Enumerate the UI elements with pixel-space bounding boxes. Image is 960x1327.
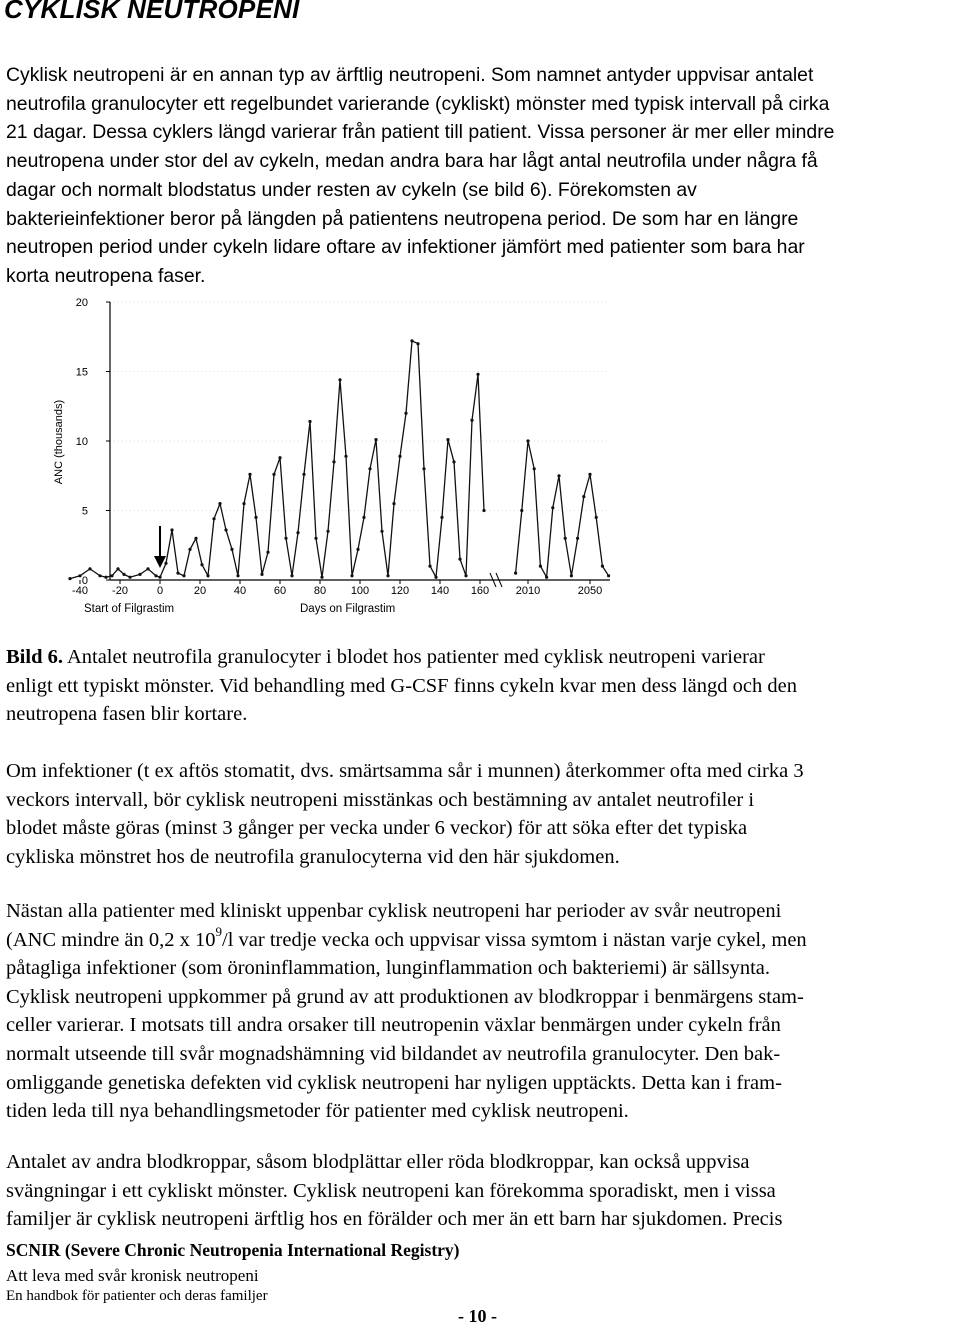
data-point — [601, 565, 604, 568]
text-line: bakterieinfektioner beror på längden på patientens neutropena period. De som har en längre — [6, 207, 799, 230]
data-point — [128, 576, 131, 579]
caption-line: enligt ett typiskt mönster. Vid behandling med G-CSF finns cykeln kvar men dess längd och den — [6, 674, 797, 697]
data-point — [170, 528, 173, 531]
data-point — [526, 439, 529, 442]
data-point — [440, 516, 443, 519]
text-line: normalt utseende till svår mognadshämning vid bildandet av neutrofila granulocyter. Den bak- — [6, 1042, 781, 1065]
paragraph-patients — [6, 897, 956, 1126]
data-point — [533, 467, 536, 470]
data-point — [320, 576, 323, 579]
data-point — [116, 567, 119, 570]
page-heading: CYKLISK NEUTROPENI — [4, 0, 300, 24]
data-point — [380, 530, 383, 533]
caption-text: Antalet neutrofila granulocyter i blodet hos patienter med cyklisk neutropeni varierar — [62, 646, 765, 668]
y-tick-label: 15 — [75, 366, 88, 379]
data-point — [154, 574, 157, 577]
data-point — [278, 456, 281, 459]
y-tick-label: 5 — [81, 505, 88, 518]
data-point — [410, 339, 413, 342]
data-point — [326, 530, 329, 533]
data-point — [266, 551, 269, 554]
text-line: cykliska mönstret hos de neutrofila granulocyterna vid den här sjukdomen. — [6, 845, 620, 868]
text-line: tiden leda till nya behandlingsmetoder för patienter med cyklisk neutropeni. — [6, 1100, 629, 1123]
data-point — [520, 509, 523, 512]
footer-book-title: Att leva med svår kronisk neutropeni — [6, 1266, 259, 1285]
text-fragment: /l var tredje vecka och uppvisar vissa symtom i nästan varje cykel, men — [222, 928, 807, 951]
x-tick-label: 120 — [390, 585, 410, 597]
data-point — [224, 528, 227, 531]
data-point — [551, 506, 554, 509]
x-tick-label: 140 — [430, 585, 450, 597]
data-point — [392, 502, 395, 505]
superscript: 9 — [215, 923, 223, 939]
data-point — [564, 537, 567, 540]
text-line: 21 dagar. Dessa cyklers längd varierar från patient till patient. Vissa personer är mer eller mindre — [6, 121, 835, 144]
text-line: neutrofila granulocyter ett regelbundet varierande (cykliskt) mönster med typisk intervall på cirka — [6, 92, 830, 115]
text-line — [6, 923, 956, 955]
data-point — [176, 572, 179, 575]
data-point — [576, 537, 579, 540]
caption-label: Bild 6. — [6, 646, 63, 668]
x-tick-label: 80 — [313, 585, 327, 597]
data-point — [260, 573, 263, 576]
data-point — [476, 373, 479, 376]
data-point — [236, 574, 239, 577]
data-point — [302, 473, 305, 476]
x-tick-label: 100 — [350, 585, 370, 597]
data-point — [68, 577, 71, 580]
start-label: Start of Filgrastim — [84, 603, 175, 615]
data-point — [248, 473, 251, 476]
x-tick-label: 20 — [193, 585, 207, 597]
data-point — [290, 574, 293, 577]
data-point — [158, 576, 161, 579]
footer-book-subtitle: En handbok för patienter och deras familjer — [6, 1288, 268, 1304]
data-point — [557, 474, 560, 477]
y-tick-label: 20 — [75, 297, 88, 309]
data-point — [482, 509, 485, 512]
text-line: neutropen period under cykeln lidare oftare av infektioner jämfört med patienter som bara har — [6, 236, 805, 259]
chart-series — [68, 339, 610, 580]
data-point — [104, 576, 107, 579]
x-tick-label: 2050 — [577, 585, 603, 597]
data-point — [595, 516, 598, 519]
anc-chart — [0, 290, 680, 625]
data-point — [350, 574, 353, 577]
data-point — [164, 562, 167, 565]
text-line: korta neutropena faser. — [6, 264, 206, 287]
data-point — [452, 460, 455, 463]
data-point — [308, 420, 311, 423]
data-point — [404, 412, 407, 415]
data-point — [428, 565, 431, 568]
y-tick-label: 10 — [75, 436, 88, 448]
data-point — [110, 574, 113, 577]
x-axis-label: Days on Filgrastim — [300, 603, 396, 615]
data-point — [588, 473, 591, 476]
data-point — [446, 438, 449, 441]
text-line: omliggande genetiska defekten vid cyklisk neutropeni har nyligen upptäckts. Detta kan i fram- — [6, 1071, 782, 1094]
data-point — [386, 574, 389, 577]
data-point — [416, 342, 419, 345]
data-point — [434, 576, 437, 579]
text-line: familjer är cyklisk neutropeni ärftlig hos en förälder och mer än ett barn har sjukdomen. Precis — [6, 1208, 783, 1231]
text-fragment: (ANC mindre än 0,2 x 10 — [6, 928, 216, 951]
x-tick-label: 0 — [156, 585, 164, 597]
series-line — [70, 341, 484, 579]
data-point — [194, 537, 197, 540]
data-point — [88, 567, 91, 570]
text-line: Cyklisk neutropeni uppkommer på grund av att produktionen av blodkroppar i benmärgens stam- — [6, 985, 804, 1008]
data-point — [200, 563, 203, 566]
data-point — [206, 574, 209, 577]
text-line: celler varierar. I motsats till andra orsaker till neutropenin växlar benmärgen under cykeln från — [6, 1014, 781, 1037]
caption-line — [6, 643, 956, 672]
data-point — [458, 558, 461, 561]
data-point — [374, 438, 377, 441]
text-line: Antalet av andra blodkroppar, såsom blodplättar eller röda blodkroppar, kan också uppvisa — [6, 1151, 750, 1173]
text-line: veckors intervall, bör cyklisk neutropeni misstänkas och bestämning av antalet neutrofiler i — [6, 788, 755, 811]
data-point — [284, 537, 287, 540]
x-tick-label: 60 — [273, 585, 287, 597]
data-point — [230, 548, 233, 551]
data-point — [272, 473, 275, 476]
x-tick-label: 40 — [233, 585, 247, 597]
data-point — [582, 495, 585, 498]
data-point — [514, 572, 517, 575]
x-tick-label: -20 — [112, 585, 128, 597]
tick-labels — [72, 297, 602, 597]
data-point — [464, 574, 467, 577]
intro-paragraph — [6, 61, 956, 291]
figure-caption — [6, 643, 956, 729]
data-point — [254, 516, 257, 519]
data-point — [332, 460, 335, 463]
data-point — [188, 548, 191, 551]
text-line: Cyklisk neutropeni är en annan typ av ärftlig neutropeni. Som namnet antyder uppvisar antalet — [6, 64, 814, 86]
data-point — [344, 455, 347, 458]
data-point — [138, 573, 141, 576]
data-point — [356, 548, 359, 551]
data-point — [539, 565, 542, 568]
data-point — [122, 573, 125, 576]
data-point — [218, 502, 221, 505]
text-line: svängningar i ett cykliskt mönster. Cyklisk neutropeni kan förekomma sporadiskt, men i vissa — [6, 1179, 776, 1202]
data-point — [296, 531, 299, 534]
footer-organization: SCNIR (Severe Chronic Neutropenia International Registry) — [6, 1240, 460, 1260]
x-tick-label: 160 — [470, 585, 490, 597]
text-line: Nästan alla patienter med kliniskt uppenbar cyklisk neutropeni har perioder av svår neutropeni — [6, 900, 782, 922]
data-point — [146, 567, 149, 570]
x-tick-label: 2010 — [515, 585, 541, 597]
data-point — [78, 574, 81, 577]
data-point — [338, 378, 341, 381]
x-tick-label: -40 — [72, 585, 88, 597]
data-point — [570, 574, 573, 577]
data-point — [362, 516, 365, 519]
data-point — [98, 574, 101, 577]
page-number: - 10 - — [458, 1306, 497, 1326]
text-line: blodet måste göras (minst 3 gånger per vecka under 6 veckor) för att söka efter det typiska — [6, 817, 748, 840]
data-point — [212, 517, 215, 520]
data-point — [470, 419, 473, 422]
data-point — [314, 537, 317, 540]
data-point — [182, 574, 185, 577]
data-point — [422, 467, 425, 470]
series-line — [516, 441, 609, 577]
paragraph-infections — [6, 757, 956, 871]
data-point — [607, 574, 610, 577]
y-axis-label: ANC (thousands) — [53, 399, 65, 485]
text-line: dagar och normalt blodstatus under resten av cykeln (se bild 6). Förekomsten av — [6, 178, 697, 201]
anc-figure — [0, 290, 680, 625]
text-line: Om infektioner (t ex aftös stomatit, dvs. smärtsamma sår i munnen) återkommer ofta med cirka 3 — [6, 760, 804, 782]
y-tick-label: 0 — [81, 575, 88, 587]
data-point — [545, 576, 548, 579]
caption-line: neutropena fasen blir kortare. — [6, 703, 248, 726]
data-point — [398, 455, 401, 458]
start-arrow — [154, 526, 166, 568]
text-line: påtagliga infektioner (som öroninflammation, lunginflammation och bakteriemi) är sällsynta. — [6, 957, 770, 980]
paragraph-other-cells — [6, 1148, 956, 1234]
data-point — [368, 467, 371, 470]
data-point — [242, 502, 245, 505]
text-line: neutropena under stor del av cykeln, medan andra bara har lågt antal neutrofila under några få — [6, 150, 818, 173]
